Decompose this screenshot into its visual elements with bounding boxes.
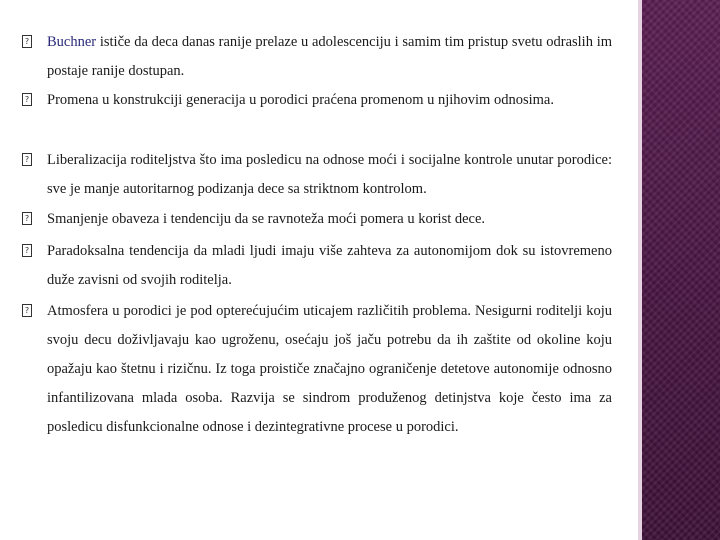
bullet-item-1	[22, 28, 612, 86]
square-bullet-icon: ?	[22, 153, 32, 166]
square-bullet-icon: ?	[22, 35, 32, 48]
author-name: Buchner	[47, 34, 97, 50]
bullet-item-4	[22, 205, 612, 234]
bullet-text-6: Atmosfera u porodici je pod opterećujućim uticajem različitih problema. Nesigurni roditelji koju svoju decu doživljavaju kao ugroženu, osećaju još jaču potrebu da ih zaštite od okoline koju opažaju kao štetnu i rizičnu. Iz toga proističe značajno ograničenje detetove autonomije odnosno infantilizovana mlada osoba. Razvija se sindrom produženog detinjstva koje često ima za posledicu disfunkcionalne odnose i dezintegrativne procese u porodici.	[47, 303, 612, 435]
decorative-sidebar	[642, 0, 720, 540]
bullet-item-2	[22, 86, 612, 115]
square-bullet-icon: ?	[22, 304, 32, 317]
bullet-text-2: Promena u konstrukciji generacija u porodici praćena promenom u njihovim odnosima.	[47, 92, 554, 108]
bullet-text-4: Smanjenje obaveza i tendenciju da se ravnoteža moći pomera u korist dece.	[47, 211, 486, 227]
square-bullet-icon: ?	[22, 212, 32, 225]
bullet-text-5: Paradoksalna tendencija da mladi ljudi imaju više zahteva za autonomijom dok su istovremeno duže zavisni od svojih roditelja.	[47, 243, 612, 288]
square-bullet-icon: ?	[22, 93, 32, 106]
bullet-text-1-body: ističe da deca danas ranije prelaze u adolescenciju i samim tim pristup svetu odraslih im postaje ranije dostupan.	[47, 34, 612, 79]
bullet-item-3	[22, 146, 612, 204]
square-bullet-icon: ?	[22, 244, 32, 257]
bullet-text-3: Liberalizacija roditeljstva što ima posledicu na odnose moći i socijalne kontrole unutar porodice: sve je manje autoritarnog podizanja dece sa striktnom kontrolom.	[47, 152, 612, 197]
bullet-item-6	[22, 297, 612, 442]
bullet-text-1	[47, 28, 612, 86]
bullet-item-5	[22, 237, 612, 295]
